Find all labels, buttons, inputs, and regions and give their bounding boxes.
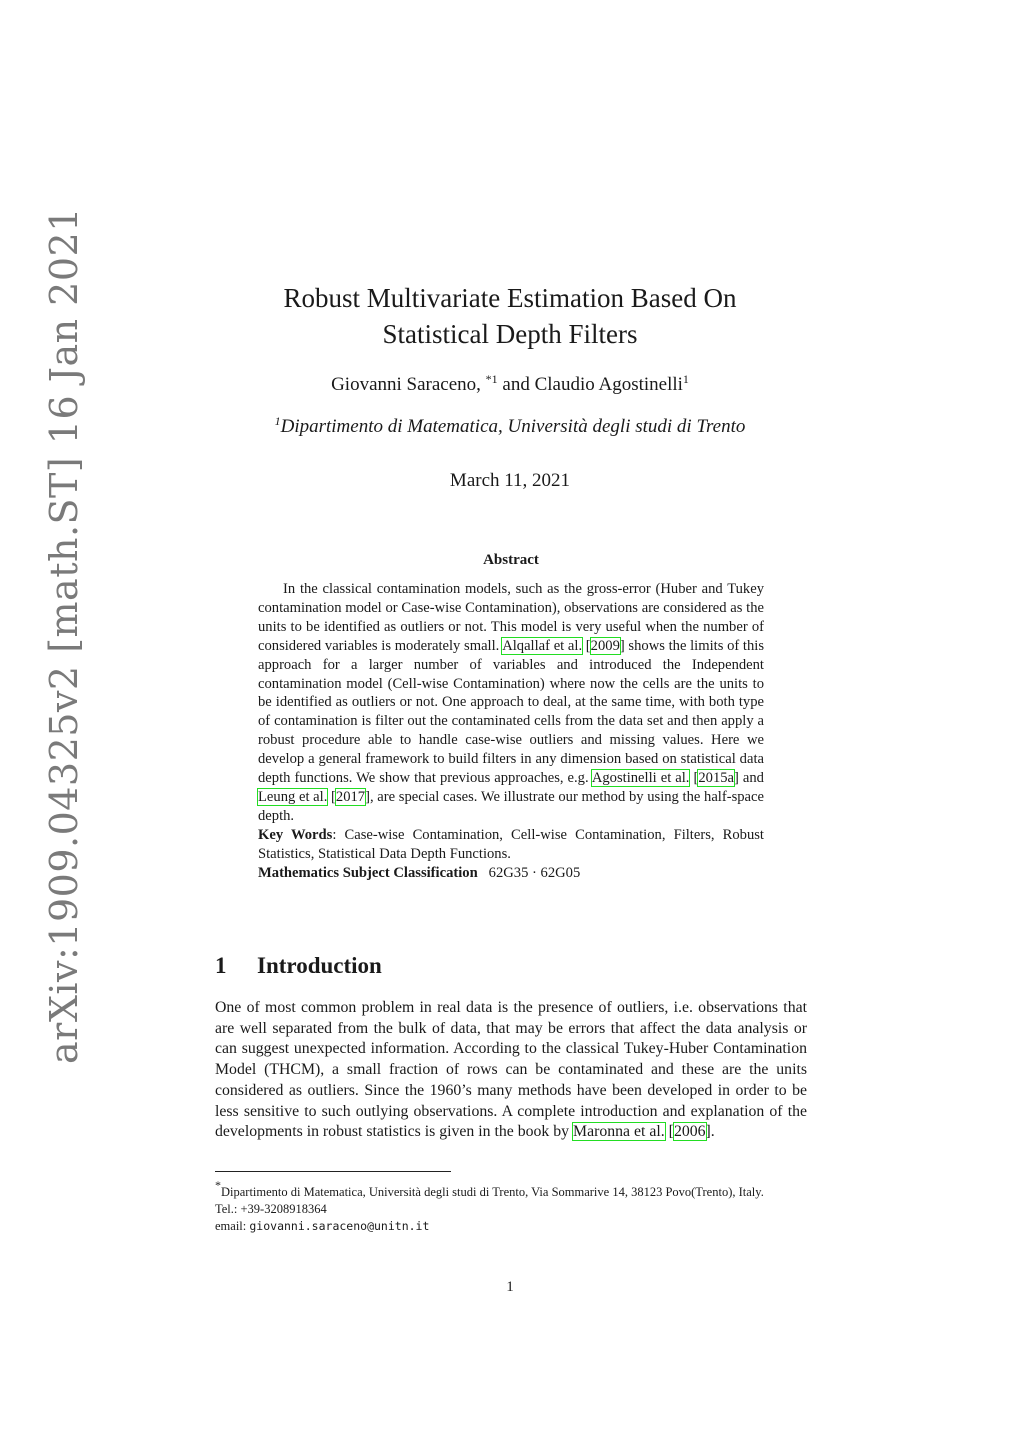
keywords: [258, 826, 764, 864]
section-number: 1: [215, 953, 227, 978]
section-title: Introduction: [257, 953, 382, 978]
author-1: Giovanni Saraceno,: [331, 374, 486, 395]
footnote-mark: *: [215, 1178, 221, 1192]
msc-label: Mathematics Subject Classification: [258, 864, 478, 881]
section-heading: [215, 953, 382, 979]
authors-and: and: [497, 374, 535, 395]
footnote-divider: [215, 1171, 451, 1172]
keywords-text: : Case-wise Contamination, Cell-wise Contamination, Filters, Robust Statistics, Statistical Data Depth Functions.: [258, 826, 764, 862]
paper-title: [180, 280, 840, 352]
abstract-text-2: shows the limits of this approach for a larger number of variables and introduced the Independent contamination model (Cell-wise Contamination) where now the cells are the units to be identified as outliers or not. One approach to deal, at the same time, with both type of contamination is filter out the contaminated cells from the data set and then apply a robust procedure able to handle case-wise outliers and missing values. Here we develop a general framework to build filters in any dimension based on statistical data depth functions. We show that previous approaches, e.g.: [258, 637, 765, 787]
msc-codes: 62G35 · 62G05: [488, 864, 581, 881]
msc-line: [258, 864, 764, 883]
footnote-address: Dipartimento di Matematica, Università degli studi di Trento, Via Sommarive 14, 38123 Povo(Trento), Italy.: [221, 1185, 764, 1199]
affiliation-mark: 1: [274, 414, 281, 428]
abstract-text-1: In the classical contamination models, such as the gross-error (Huber and Tukey contamination model or Case-wise Contamination), observations are considered as the units to be identified as outliers or not. This model is very useful when the number of considered variables is moderately small.: [258, 581, 764, 654]
author-2-mark: 1: [682, 372, 689, 386]
abstract-heading: Abstract: [483, 552, 539, 568]
author-2: Claudio Agostinelli: [534, 374, 683, 395]
affiliation: [180, 414, 840, 438]
author-list: [180, 372, 840, 396]
citation-year-link-leung[interactable]: 2017: [335, 788, 366, 805]
citation-year-link-agostinelli[interactable]: 2015a: [698, 770, 735, 787]
citation-year-link-alqallaf[interactable]: 2009: [590, 637, 620, 654]
introduction-paragraph: One of most common problem in real data is the presence of outliers, i.e. observations that are well separated from the bulk of data, that may be errors that affect the data analysis or can suggest unexpected information. According to the classical Tukey-Huber Contamination Model (THCM), a small fraction of rows can be contaminated and these are the units considered as outliers. Since the 1960’s many methods have been developed in order to be less sensitive to such outlying observations. A complete introduction and explanation of the developments in robust statistics is given in the book by Maronna et al. [2006].: [215, 999, 807, 1141]
citation-year-link-maronna[interactable]: 2006: [673, 1123, 706, 1141]
title-line-2: Statistical Depth Filters: [382, 319, 638, 349]
intro-text: One of most common problem in real data is the presence of outliers, i.e. observations that are well separated from the bulk of data, that may be errors that affect the data analysis or can suggest unexpected information. According to the classical Tukey-Huber Contamination Model (THCM), a small fraction of rows can be contaminated and these are the units considered as outliers. Since the 1960’s many methods have been developed in order to be less sensitive to such outlying observations. A complete introduction and explanation of the developments in robust statistics is given in the book by: [215, 999, 807, 1141]
affiliation-text: Dipartimento di Matematica, Università degli studi di Trento: [280, 416, 746, 437]
arxiv-identifier: arXiv:1909.04325v2 [math.ST] 16 Jan 2021: [42, 207, 86, 1064]
title-line-1: Robust Multivariate Estimation Based On: [283, 283, 737, 313]
keywords-label: Key Words: [258, 826, 333, 843]
citation-link-alqallaf[interactable]: Alqallaf et al.: [502, 637, 583, 654]
abstract-paragraph: In the classical contamination models, such as the gross-error (Huber and Tukey contamination model or Case-wise Contamination), observations are considered as the units to be identified as outliers or not. This model is very useful when the number of considered variables is moderately small. Alqallaf et al. [2009] shows the limits of this approach for a larger number of variables and introduced the Independent contamination model (Cell-wise Contamination) where now the cells are the units to be identified as outliers or not. One approach to deal, at the same time, with both type of contamination is filter out the contaminated cells from the data set and then apply a robust procedure able to handle case-wise outliers and missing values. Here we develop a general framework to build filters in any dimension based on statistical data depth functions. We show that previous approaches, e.g. Agostinelli et al. [2015a] and Leung et al. [2017], are special cases. We illustrate our method by using the half-space depth.: [258, 581, 765, 824]
abstract-text-3: and: [738, 770, 764, 787]
paper-date: March 11, 2021: [449, 470, 571, 491]
abstract-text-4: , are special cases. We illustrate our method by using the half-space depth.: [258, 788, 764, 824]
citation-link-leung[interactable]: Leung et al.: [258, 788, 328, 805]
abstract-block: [258, 580, 764, 883]
footnote-email-label: email:: [215, 1219, 250, 1233]
footnote: [215, 1177, 807, 1235]
author-1-mark: *1: [485, 372, 498, 386]
footnote-email-line: [215, 1218, 807, 1235]
citation-link-agostinelli[interactable]: Agostinelli et al.: [591, 770, 690, 787]
footnote-address-line: [215, 1177, 807, 1201]
page-number: 1: [506, 1279, 514, 1295]
footnote-tel: Tel.: +39-3208918364: [215, 1202, 327, 1216]
citation-link-maronna[interactable]: Maronna et al.: [573, 1123, 665, 1141]
footnote-email[interactable]: giovanni.saraceno@unitn.it: [249, 1219, 430, 1233]
intro-end: .: [710, 1123, 715, 1141]
